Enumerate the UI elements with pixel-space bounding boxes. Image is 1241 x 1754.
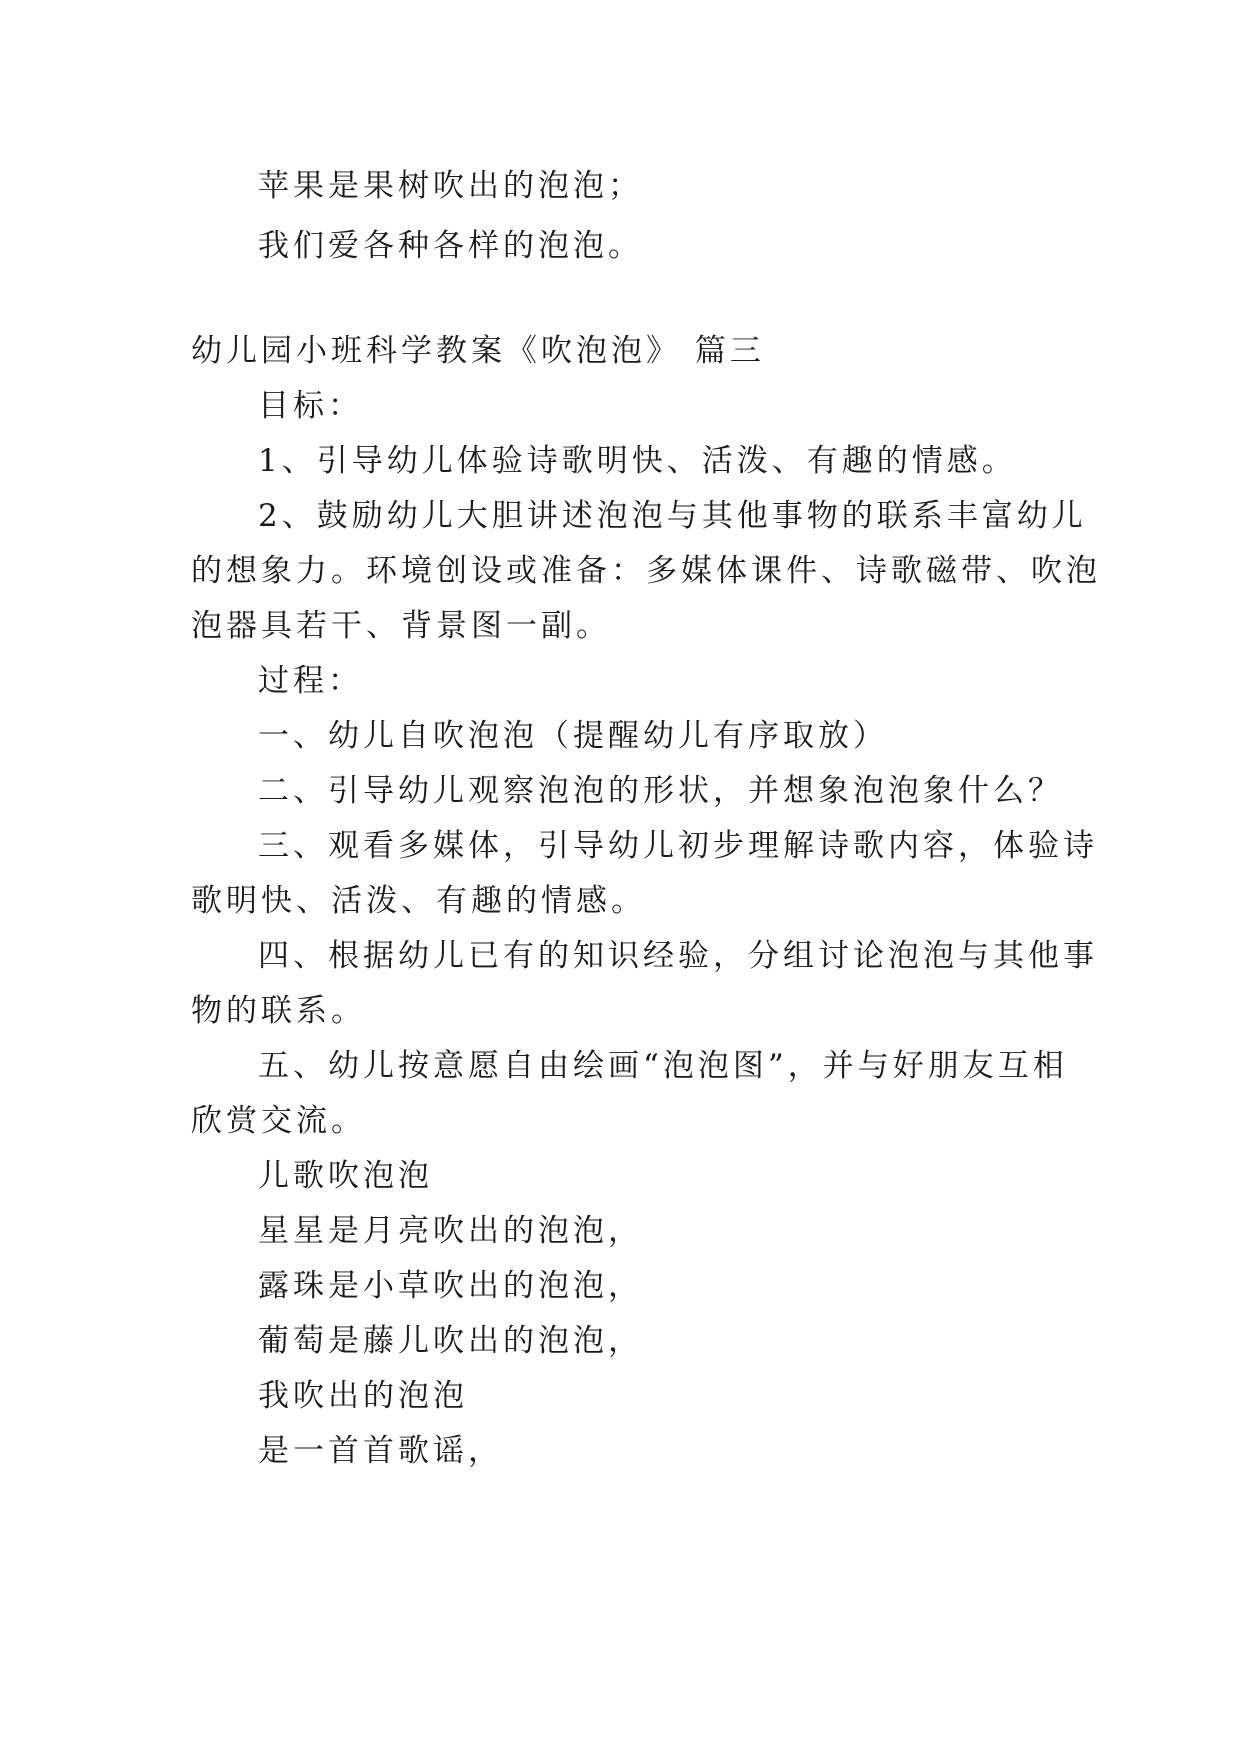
rhyme-line-4: 我吹出的泡泡 [258, 1378, 468, 1414]
process-step-5-line-2: 欣赏交流。 [191, 1103, 366, 1139]
process-step-5-line-1: 五、幼儿按意愿自由绘画“泡泡图”，并与好朋友互相 [258, 1048, 1068, 1084]
goal-label: 目标： [258, 388, 363, 424]
rhyme-line-3: 葡萄是藤儿吹出的泡泡， [258, 1323, 643, 1359]
rhyme-line-1: 星星是月亮吹出的泡泡， [258, 1213, 643, 1249]
process-step-4-line-1: 四、根据幼儿已有的知识经验，分组讨论泡泡与其他事 [258, 938, 1098, 974]
goal-item-2-line-2: 的想象力。环境创设或准备：多媒体课件、诗歌磁带、吹泡 [191, 553, 1101, 589]
section-heading: 幼儿园小班科学教案《吹泡泡》 篇三 [191, 333, 765, 369]
goal-item-2-line-1: 2、鼓励幼儿大胆讲述泡泡与其他事物的联系丰富幼儿 [258, 498, 1087, 534]
process-step-3-line-1: 三、观看多媒体，引导幼儿初步理解诗歌内容，体验诗 [258, 828, 1098, 864]
process-label: 过程： [258, 663, 363, 699]
rhyme-title: 儿歌吹泡泡 [258, 1158, 433, 1194]
rhyme-line-2: 露珠是小草吹出的泡泡， [258, 1268, 643, 1304]
goal-item-1: 1、引导幼儿体验诗歌明快、活泼、有趣的情感。 [258, 443, 1017, 479]
poem-line-love-bubbles: 我们爱各种各样的泡泡。 [258, 228, 643, 264]
poem-line-apple: 苹果是果树吹出的泡泡； [258, 168, 643, 204]
process-step-1: 一、幼儿自吹泡泡（提醒幼儿有序取放） [258, 718, 888, 754]
process-step-2: 二、引导幼儿观察泡泡的形状，并想象泡泡象什么？ [258, 773, 1063, 809]
process-step-4-line-2: 物的联系。 [191, 993, 366, 1029]
process-step-3-line-2: 歌明快、活泼、有趣的情感。 [191, 883, 646, 919]
rhyme-line-5: 是一首首歌谣， [258, 1433, 503, 1469]
goal-item-2-line-3: 泡器具若干、背景图一副。 [191, 608, 611, 644]
